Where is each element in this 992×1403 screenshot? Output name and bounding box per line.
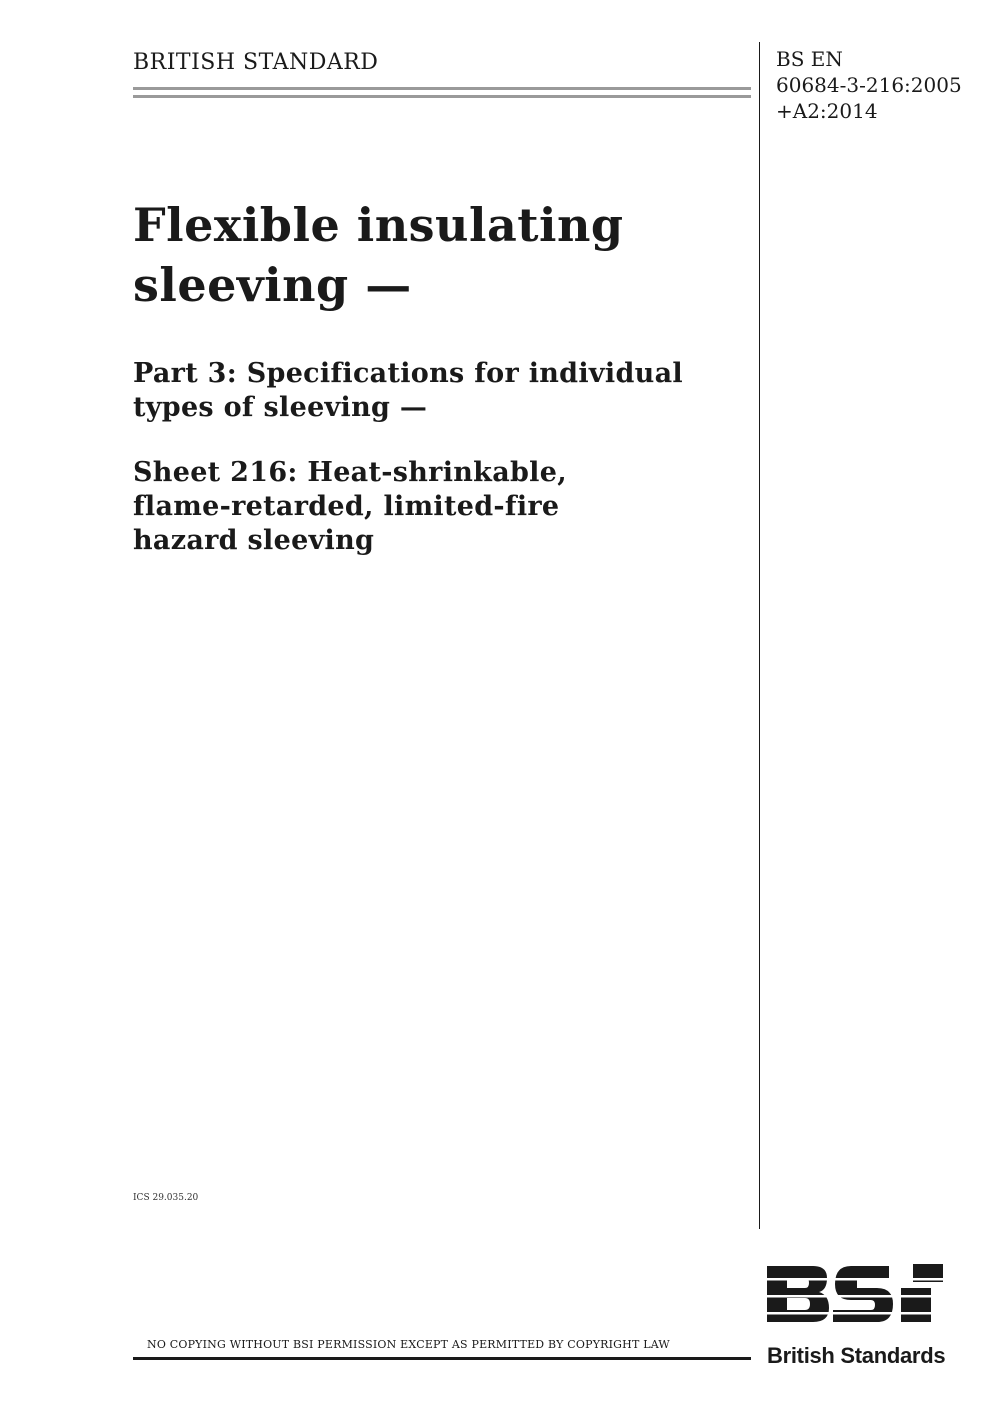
standard-number <box>776 46 962 124</box>
part-title <box>133 357 733 425</box>
document-title <box>133 195 733 315</box>
document-title-line-1: Flexible insulating <box>133 198 624 252</box>
part-title-line-2: types of sleeving — <box>133 392 428 423</box>
copyright-notice: NO COPYING WITHOUT BSI PERMISSION EXCEPT AS PERMITTED BY COPYRIGHT LAW <box>147 1338 670 1351</box>
sheet-title-line-2: flame-retarded, limited-fire <box>133 491 560 522</box>
bsi-logo <box>765 1262 945 1338</box>
document-title-line-2: sleeving — <box>133 258 412 312</box>
sheet-title-line-1: Sheet 216: Heat-shrinkable, <box>133 457 567 488</box>
standard-type-label: BRITISH STANDARD <box>133 50 379 75</box>
standard-number-line-3: +A2:2014 <box>776 99 878 123</box>
header-rule-bottom <box>133 95 751 98</box>
part-title-line-1: Part 3: Specifications for individual <box>133 358 683 389</box>
standard-number-line-1: BS EN <box>776 47 843 71</box>
bsi-subtitle: British Standards <box>767 1343 946 1368</box>
standard-number-line-2: 60684-3-216:2005 <box>776 73 962 97</box>
column-divider <box>759 42 760 1229</box>
sheet-title <box>133 456 733 558</box>
ics-code: ICS 29.035.20 <box>133 1193 199 1203</box>
header-rule-top <box>133 87 751 90</box>
sheet-title-line-3: hazard sleeving <box>133 525 375 556</box>
footer-rule <box>133 1357 751 1360</box>
